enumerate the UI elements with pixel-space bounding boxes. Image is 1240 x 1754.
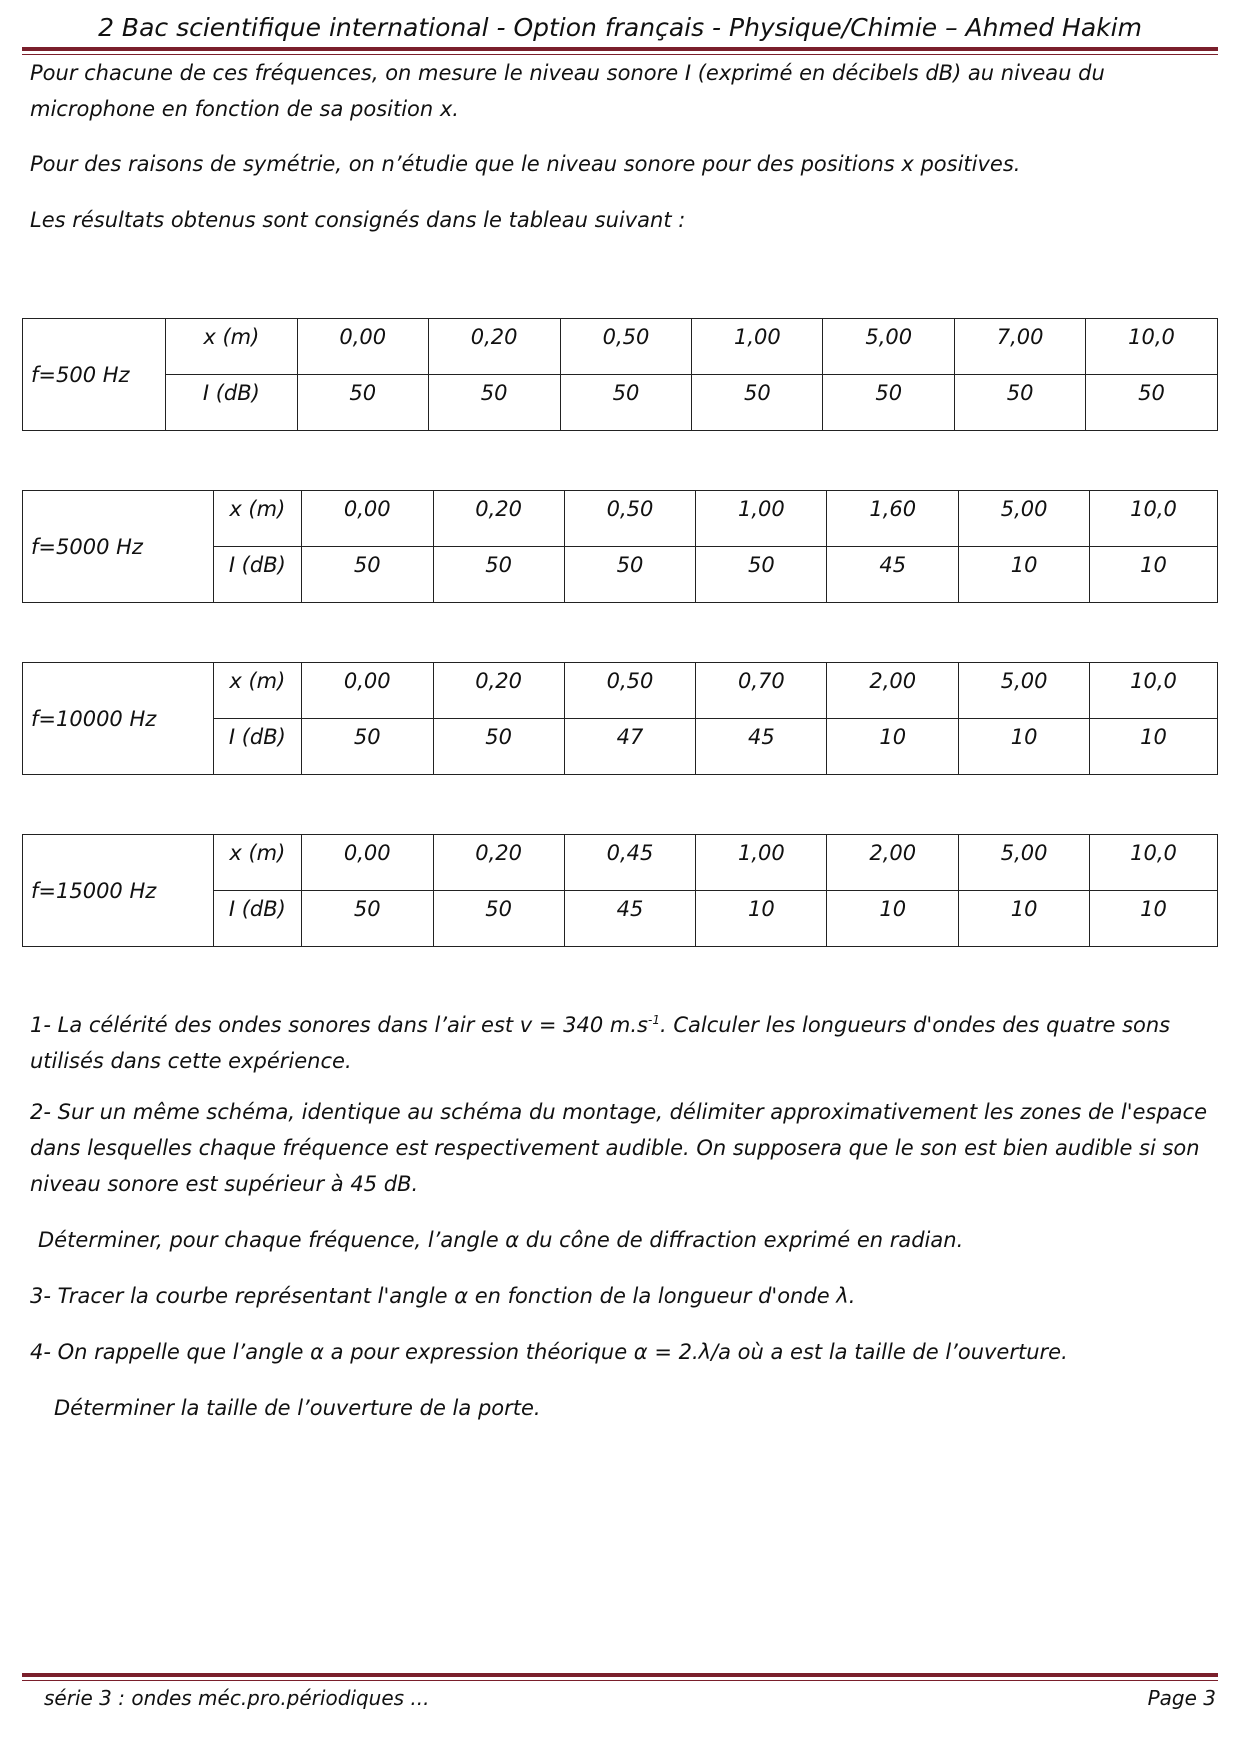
i-header: I (dB) [213,547,301,603]
x-cell: 5,00 [959,663,1090,719]
i-header: I (dB) [213,891,301,947]
x-header: x (m) [213,491,301,547]
table-f5000 [22,490,1218,603]
i-cell: 50 [433,719,564,775]
i-cell: 50 [692,375,823,431]
x-cell: 0,00 [301,835,433,891]
i-cell: 50 [428,375,560,431]
x-cell: 0,00 [301,663,433,719]
question-4-b: Déterminer la taille de l’ouverture de la porte. [54,1396,541,1420]
x-cell: 5,00 [823,319,955,375]
i-cell: 10 [696,891,827,947]
i-cell: 45 [564,891,696,947]
i-cell: 10 [959,547,1090,603]
intro-paragraph-3: Les résultats obtenus sont consignés dans le tableau suivant : [30,208,686,232]
x-cell: 10,0 [1090,835,1218,891]
x-header: x (m) [165,319,297,375]
x-cell: 0,20 [433,491,564,547]
question-3: 3- Tracer la courbe représentant l'angle α en fonction de la longueur d'onde λ. [30,1284,856,1308]
x-cell: 0,70 [696,663,827,719]
i-cell: 50 [696,547,827,603]
table-row-x [23,319,1218,375]
x-header: x (m) [213,835,301,891]
table-row-x [23,835,1218,891]
x-cell: 10,0 [1090,491,1218,547]
x-cell: 0,45 [564,835,696,891]
header-rule [22,47,1218,55]
x-cell: 1,00 [696,835,827,891]
x-cell: 10,0 [1090,663,1218,719]
i-cell: 10 [1090,891,1218,947]
i-cell: 50 [955,375,1086,431]
question-1-text: 1- La célérité des ondes sonores dans l’air est v = 340 m.s [30,1013,649,1037]
i-cell: 10 [1090,719,1218,775]
i-cell: 45 [827,547,959,603]
i-cell: 47 [564,719,696,775]
question-4: 4- On rappelle que l’angle α a pour expression théorique α = 2.λ/a où a est la taille de l’ouverture. [30,1340,1068,1364]
i-cell: 50 [433,891,564,947]
i-cell: 50 [301,719,433,775]
intro-paragraph-2: Pour des raisons de symétrie, on n’étudie que le niveau sonore pour des positions x positives. [30,152,1021,176]
i-cell: 50 [301,547,433,603]
question-2-b: Déterminer, pour chaque fréquence, l’angle α du cône de diffraction exprimé en radian. [38,1228,964,1252]
x-cell: 1,60 [827,491,959,547]
table-row-i [23,375,1218,431]
footer-series: série 3 : ondes méc.pro.périodiques ... [44,1686,430,1710]
x-cell: 1,00 [692,319,823,375]
question-2: 2- Sur un même schéma, identique au schéma du montage, délimiter approximativement les zones de l'espace dans lesquelles chaque fréquence est respectivement audible. On supposera que le son est bien audible si son niveau sonore est supérieur à 45 dB. [30,1100,1208,1196]
frequency-label: f=10000 Hz [23,663,214,775]
i-cell: 10 [959,719,1090,775]
i-cell: 10 [827,719,959,775]
x-cell: 0,20 [428,319,560,375]
x-cell: 5,00 [959,491,1090,547]
table-f500 [22,318,1218,431]
x-cell: 0,50 [564,491,696,547]
frequency-label: f=5000 Hz [23,491,214,603]
i-cell: 50 [301,891,433,947]
i-header: I (dB) [165,375,297,431]
question-1-text-end: . Calculer les longueurs d'ondes des quatre sons utilisés dans cette expérience. [30,1013,1171,1073]
table-f15000 [22,834,1218,947]
i-cell: 45 [696,719,827,775]
i-cell: 50 [1086,375,1218,431]
i-cell: 50 [297,375,428,431]
i-header: I (dB) [213,719,301,775]
table-row-x [23,491,1218,547]
x-cell: 1,00 [696,491,827,547]
x-cell: 0,50 [564,663,696,719]
i-cell: 10 [827,891,959,947]
x-cell: 2,00 [827,663,959,719]
unit-exponent: -1 [648,1013,660,1027]
x-cell: 0,20 [433,663,564,719]
x-cell: 2,00 [827,835,959,891]
footer-rule [22,1673,1218,1681]
x-header: x (m) [213,663,301,719]
i-cell: 50 [823,375,955,431]
intro-paragraph-1: Pour chacune de ces fréquences, on mesure le niveau sonore I (exprimé en décibels dB) au niveau du microphone en fonction de sa position x. [30,61,1105,121]
x-cell: 10,0 [1086,319,1218,375]
x-cell: 0,20 [433,835,564,891]
i-cell: 50 [560,375,692,431]
i-cell: 50 [564,547,696,603]
table-row-x [23,663,1218,719]
x-cell: 0,00 [297,319,428,375]
footer-page-number: Page 3 [1147,1686,1216,1710]
frequency-label: f=500 Hz [23,319,166,431]
x-cell: 7,00 [955,319,1086,375]
i-cell: 10 [959,891,1090,947]
question-1 [30,1002,1220,1079]
x-cell: 0,50 [560,319,692,375]
i-cell: 50 [433,547,564,603]
i-cell: 10 [1090,547,1218,603]
x-cell: 5,00 [959,835,1090,891]
x-cell: 0,00 [301,491,433,547]
table-f10000 [22,662,1218,775]
page-header: 2 Bac scientifique international - Option français - Physique/Chimie – Ahmed Hakim [98,13,1142,42]
frequency-label: f=15000 Hz [23,835,214,947]
